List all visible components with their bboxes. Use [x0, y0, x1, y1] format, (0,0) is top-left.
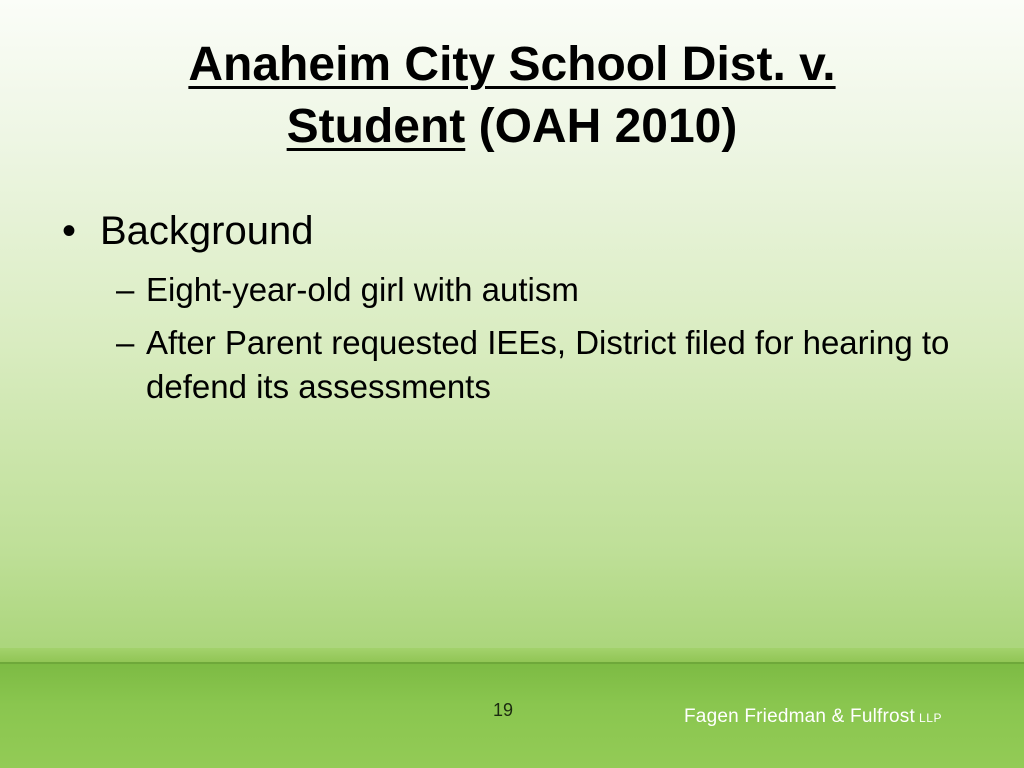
bullet-background	[62, 206, 962, 256]
bullet-dot-icon: •	[62, 209, 77, 253]
sub-bullet-1	[62, 268, 962, 312]
firm-name: Fagen Friedman & Fulfrost	[684, 706, 915, 727]
dash-icon: –	[116, 271, 135, 308]
sub-bullet-2	[62, 321, 962, 409]
dash-icon: –	[116, 324, 135, 361]
title-case-name: Student	[286, 100, 466, 153]
title-line-1: Anaheim City School Dist. v.	[188, 38, 836, 91]
slide-title	[40, 34, 984, 158]
sub-bullet-text: Eight-year-old girl with autism	[146, 271, 579, 308]
firm-logo	[684, 706, 942, 728]
sub-bullet-text: After Parent requested IEEs, District filed for hearing to defend its assessments	[146, 324, 950, 405]
firm-suffix: LLP	[918, 711, 943, 725]
slide-content	[62, 206, 962, 418]
page-number: 19	[492, 700, 514, 720]
bullet-text: Background	[100, 209, 314, 253]
title-suffix: (OAH 2010)	[465, 100, 738, 153]
